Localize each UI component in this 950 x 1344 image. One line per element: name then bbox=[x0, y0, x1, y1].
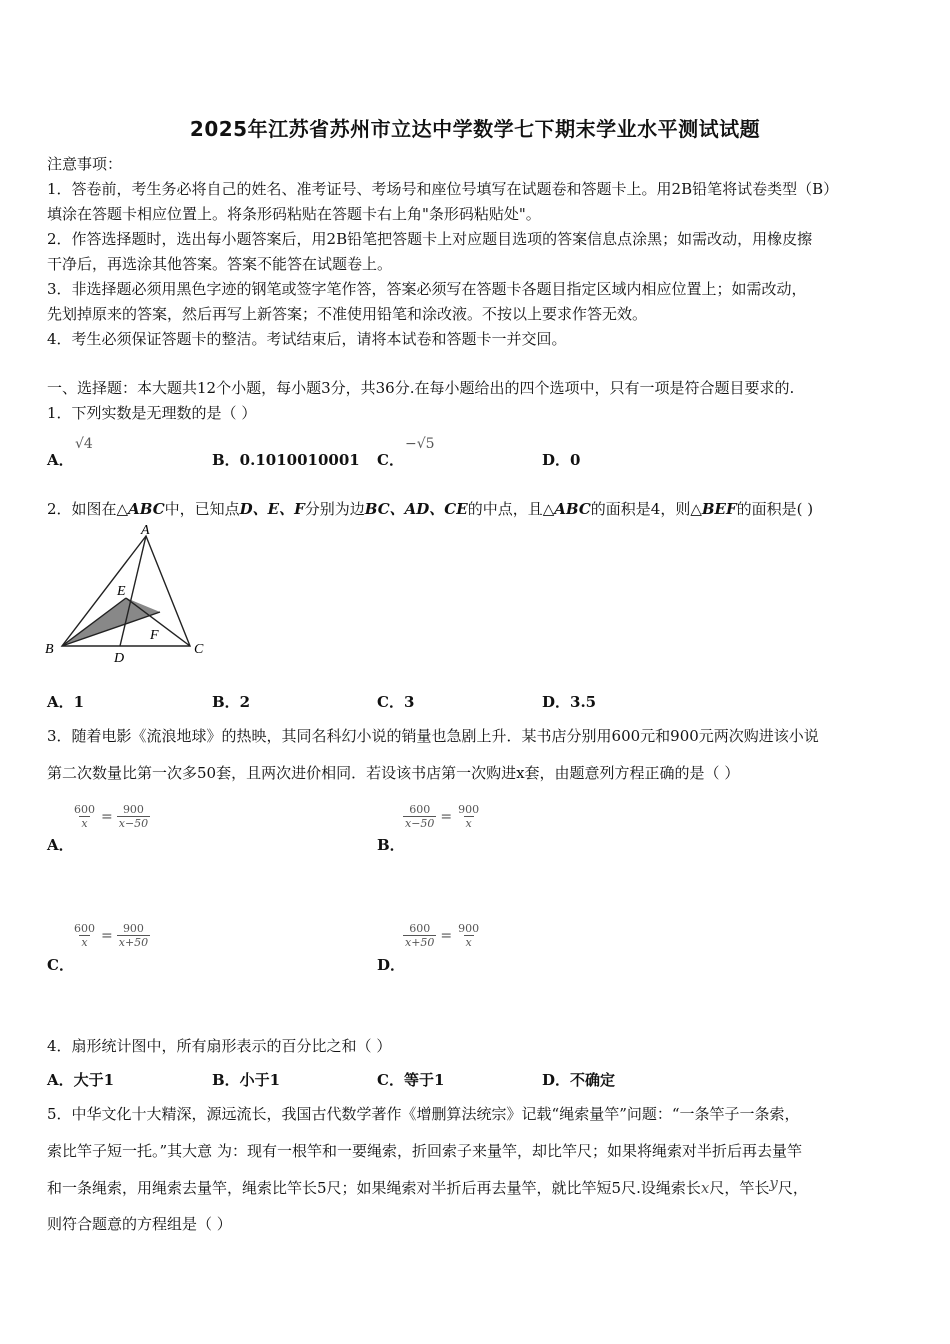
q2-text: BEF bbox=[701, 500, 737, 518]
frac-den: x bbox=[81, 936, 88, 949]
frac-num: 900 bbox=[458, 922, 480, 935]
frac-num: 600 bbox=[409, 922, 431, 935]
q2-text: BC、AD、CE bbox=[364, 500, 468, 518]
q2-text: D、E、F bbox=[239, 500, 305, 518]
q5-text: 尺，竿长 bbox=[709, 1179, 770, 1197]
q1-option-c: C． bbox=[377, 451, 404, 469]
frac-den: x bbox=[81, 817, 88, 830]
q2-text: 的面积是4，则△ bbox=[590, 500, 702, 518]
label-d: D bbox=[114, 651, 125, 666]
q5-text: 和一条绳索，用绳索去量竿，绳索比竿长5尺；如果绳索对半折后再去量竿，就比竿短5尺.设绳索长 bbox=[47, 1179, 701, 1197]
notice-line: 干净后，再选涂其他答案。答案不能答在试题卷上。 bbox=[47, 255, 393, 273]
var-y: y bbox=[769, 1174, 778, 1192]
q2-text: ABC bbox=[128, 500, 165, 518]
q2-option-c: C．3 bbox=[377, 693, 415, 711]
q2-option-b: B．2 bbox=[212, 693, 251, 711]
q5-stem-line2: 索比竿子短一托。”其大意 为：现有一根竿和一要绳索，折回索子来量竿，却比竿尺；如果将绳索对半折后再去量竿 bbox=[47, 1142, 802, 1160]
q3-option-a: A． bbox=[47, 836, 74, 854]
label-c: C bbox=[194, 642, 204, 657]
notice-line: 3．非选择题必须用黑色字迹的钢笔或签字笔作答，答案必须写在答题卡各题目指定区域内相应位置上；如需改动， bbox=[47, 280, 807, 298]
section-heading: 一、选择题：本大题共12个小题，每小题3分，共36分.在每小题给出的四个选项中，只有一项是符合题目要求的. bbox=[47, 379, 795, 397]
notice-line: 4．考生必须保证答题卡的整洁。考试结束后，请将本试卷和答题卡一并交回。 bbox=[47, 330, 567, 348]
q3-option-b: B． bbox=[377, 836, 405, 854]
q3-eq-d bbox=[403, 922, 481, 949]
q2-text: 2．如图在△ bbox=[47, 500, 129, 518]
q1-option-c-math: −√5 bbox=[405, 436, 435, 452]
q5-stem-line3 bbox=[47, 1174, 808, 1198]
q4-option-b: B．小于1 bbox=[212, 1071, 281, 1089]
q3-option-c: C． bbox=[47, 956, 74, 974]
frac-num: 600 bbox=[74, 803, 95, 816]
frac-den: x+50 bbox=[405, 936, 435, 949]
page-title: 2025年江苏省苏州市立达中学数学七下期末学业水平测试试题 bbox=[189, 117, 761, 141]
q3-eq-b bbox=[403, 803, 481, 830]
frac-num: 900 bbox=[458, 803, 480, 816]
q1-stem: 1．下列实数是无理数的是（ ） bbox=[47, 404, 257, 422]
equals-sign: = bbox=[101, 927, 113, 944]
q2-text: 的中点，且△ bbox=[467, 500, 555, 518]
frac-num: 900 bbox=[122, 922, 144, 935]
frac-den: x−50 bbox=[118, 817, 149, 830]
label-f: F bbox=[150, 628, 159, 643]
q2-text: 分别为边 bbox=[304, 500, 365, 518]
notice-line: 2．作答选择题时，选出每小题答案后，用2B铅笔把答题卡上对应题目选项的答案信息点涂黑；如需改动，用橡皮擦 bbox=[47, 230, 813, 248]
q1-option-a-math: √4 bbox=[75, 436, 93, 452]
q4-option-c: C．等于1 bbox=[377, 1071, 445, 1089]
notice-heading: 注意事项： bbox=[47, 155, 123, 173]
frac-num: 600 bbox=[409, 803, 431, 816]
label-a: A bbox=[141, 523, 150, 538]
frac-den: x−50 bbox=[405, 817, 435, 830]
var-x: x bbox=[700, 1179, 710, 1197]
q1-option-b: B．0.1010010001 bbox=[212, 451, 360, 469]
q3-option-d: D． bbox=[377, 956, 406, 974]
frac-den: x bbox=[465, 936, 472, 949]
equals-sign: = bbox=[101, 808, 113, 825]
frac-den: x+50 bbox=[118, 936, 149, 949]
q2-option-d: D．3.5 bbox=[542, 693, 597, 711]
q4-option-a: A．大于1 bbox=[47, 1071, 115, 1089]
equals-sign: = bbox=[440, 927, 453, 944]
q5-text: 尺， bbox=[777, 1179, 808, 1197]
triangle-abc bbox=[62, 536, 190, 646]
label-b: B bbox=[45, 642, 54, 657]
notice-line: 填涂在答题卡相应位置上。将条形码粘贴在答题卡右上角"条形码粘贴处"。 bbox=[47, 205, 541, 223]
q3-stem-line2: 第二次数量比第一次多50套，且两次进价相同．若设该书店第一次购进x套，由题意列方程正确的是（ ） bbox=[47, 764, 740, 782]
notice-line: 先划掉原来的答案，然后再写上新答案；不准使用铅笔和涂改液。不按以上要求作答无效。 bbox=[47, 305, 648, 323]
frac-den: x bbox=[465, 817, 472, 830]
q3-eq-c bbox=[72, 922, 150, 949]
q3-stem-line1: 3．随着电影《流浪地球》的热映，其同名科幻小说的销量也急剧上升．某书店分别用600元和900元两次购进该小说 bbox=[47, 727, 819, 745]
frac-num: 900 bbox=[122, 803, 144, 816]
q1-option-a: A． bbox=[47, 451, 74, 469]
equals-sign: = bbox=[440, 808, 453, 825]
frac-num: 600 bbox=[74, 922, 95, 935]
label-e: E bbox=[117, 584, 126, 599]
q4-stem: 4．扇形统计图中，所有扇形表示的百分比之和（ ） bbox=[47, 1037, 392, 1055]
shaded-triangle-bef bbox=[62, 598, 160, 646]
q2-option-a: A．1 bbox=[47, 693, 85, 711]
q2-text: ABC bbox=[554, 500, 591, 518]
q1-option-d: D．0 bbox=[542, 451, 581, 469]
q5-stem-line1: 5．中华文化十大精深，源远流长，我国古代数学著作《增删算法统宗》记载“绳索量竿”问题：“一条竿子一条索， bbox=[47, 1105, 800, 1123]
q3-eq-a bbox=[72, 803, 150, 830]
q4-option-d: D．不确定 bbox=[542, 1071, 616, 1089]
q5-stem-line4: 则符合题意的方程组是（ ） bbox=[47, 1215, 232, 1233]
q2-text: 的面积是( ) bbox=[736, 500, 814, 518]
notice-line: 1．答卷前，考生务必将自己的姓名、准考证号、考场号和座位号填写在试题卷和答题卡上。用2B铅笔将试卷类型（B） bbox=[47, 180, 839, 198]
q2-stem bbox=[47, 498, 813, 519]
q2-text: 中，已知点 bbox=[164, 500, 240, 518]
triangle-figure bbox=[40, 522, 220, 667]
